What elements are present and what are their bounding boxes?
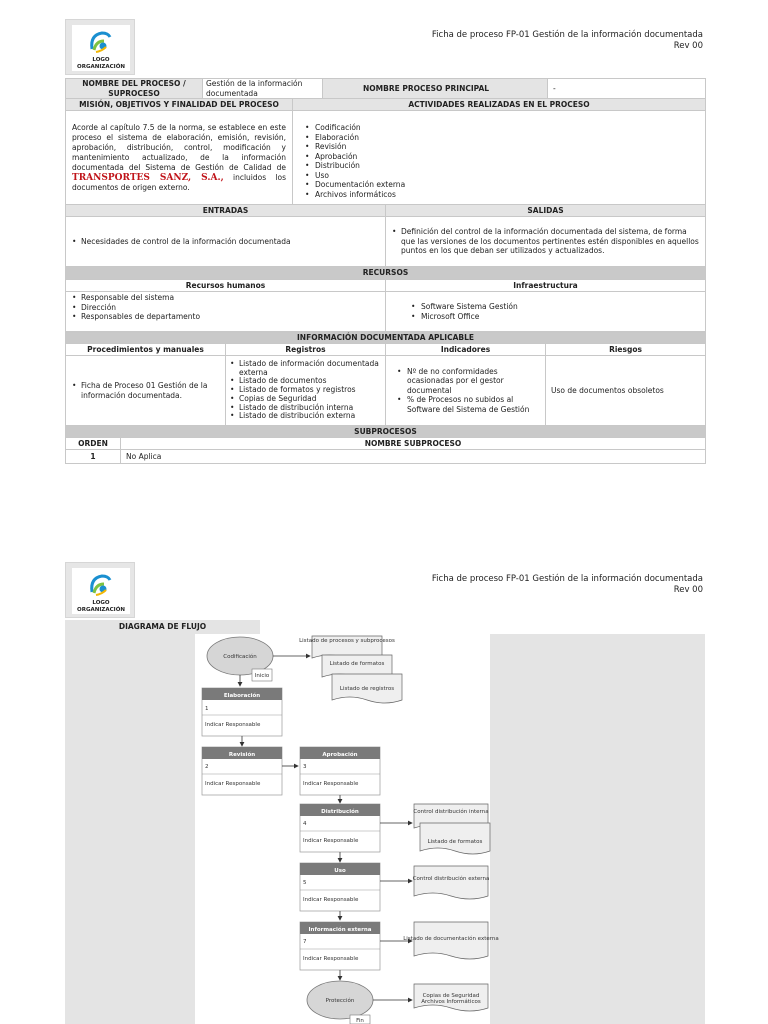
records-header: Registros xyxy=(226,344,386,356)
process-name-table xyxy=(65,78,706,99)
documented-info-table xyxy=(65,332,706,426)
input-item: • Necesidades de control de la información documentada xyxy=(71,237,380,247)
aprobacion-title: Aprobación xyxy=(322,752,358,758)
record-item: • Listado de distribución externa xyxy=(229,412,380,421)
main-process-value: - xyxy=(548,79,706,99)
subprocess-name-cell: No Aplica xyxy=(121,450,706,464)
informacion-externa-responsible: Indicar Responsable xyxy=(303,956,359,962)
activity-item: • Distribución xyxy=(299,161,699,171)
activity-item: • Revisión xyxy=(299,142,699,152)
doc-listado-registros: Listado de registros xyxy=(339,686,395,692)
mission-text-end: incluidos los documentos de origen externo. xyxy=(72,172,286,192)
risks-header: Riesgos xyxy=(546,344,706,356)
output-item: • Definición del control de la información documentada del sistema, de forma que las versiones de los documentos pertinentes estén disponibles en aquellos puntos en los que deban ser utilizados y actualizados. xyxy=(391,227,700,256)
document-shape xyxy=(414,866,488,899)
main-process-label: NOMBRE PROCESO PRINCIPAL xyxy=(323,79,548,99)
infrastructure-list xyxy=(391,302,700,321)
revision-responsible: Indicar Responsable xyxy=(205,781,261,787)
activity-item: • Elaboración xyxy=(299,133,699,143)
codificacion-label: Codificación xyxy=(223,654,257,660)
process-name-label: NOMBRE DEL PROCESO / SUPROCESO xyxy=(66,79,203,99)
proteccion-label: Protección xyxy=(325,998,355,1004)
logo xyxy=(65,19,135,75)
mission-text-start: Acorde al capítulo 7.5 de la norma, se establece en este proceso el sistema de elaboración, emisión, revisión, aprobación, distribución, control, modificación y mantenimiento actualizado, de la información documentada del Sistema de Gestión de Calidad de xyxy=(72,122,286,172)
record-item: • Listado de distribución interna xyxy=(229,404,380,413)
company-name: TRANSPORTES SANZ, S.A., xyxy=(72,172,224,183)
elaboracion-title: Elaboración xyxy=(223,693,261,699)
resources-table xyxy=(65,266,706,332)
informacion-externa-title: Información externa xyxy=(308,927,372,933)
outputs-list xyxy=(391,227,700,256)
record-item: • Listado de documentos xyxy=(229,377,380,386)
logo-text-2: ORGANIZACIÓN xyxy=(77,64,125,70)
process-name-value: Gestión de la información documentada xyxy=(203,79,323,99)
record-item: • Copias de Seguridad xyxy=(229,395,380,404)
subprocess-name-header: NOMBRE SUBPROCESO xyxy=(121,438,706,450)
fin-label: Fin xyxy=(356,1018,364,1024)
logo-text-2: ORGANIZACIÓN xyxy=(77,607,125,613)
activities-list xyxy=(299,123,699,199)
distribucion-responsible: Indicar Responsable xyxy=(303,838,359,844)
logo-icon xyxy=(72,568,130,598)
indicator-item: • Nº de no conformidades ocasionadas por el gestor documental xyxy=(391,367,540,396)
order-cell: 1 xyxy=(66,450,121,464)
activity-item: • Aprobación xyxy=(299,152,699,162)
risks-value: Uso de documentos obsoletos xyxy=(546,356,706,426)
doc-listado-procesos: Listado de procesos y subprocesos xyxy=(299,638,395,644)
human-resources-list xyxy=(71,293,380,322)
infrastructure-item: • Software Sistema Gestión xyxy=(405,302,700,312)
infrastructure-item: • Microsoft Office xyxy=(405,312,700,322)
human-resource-item: • Dirección xyxy=(71,303,380,313)
logo-icon xyxy=(72,25,130,55)
record-item: • Listado de formatos y registros xyxy=(229,386,380,395)
document-title: Ficha de proceso FP-01 Gestión de la información documentada xyxy=(431,574,703,584)
procedures-list xyxy=(71,381,220,400)
indicators-list xyxy=(391,367,540,415)
uso-title: Uso xyxy=(334,868,346,874)
logo-text-1: LOGO xyxy=(92,57,110,63)
procedures-header: Procedimientos y manuales xyxy=(66,344,226,356)
indicator-item: • % de Procesos no subidos al Software del Sistema de Gestión xyxy=(391,395,540,414)
infrastructure-header: Infraestructura xyxy=(386,280,706,292)
inicio-label: Inicio xyxy=(254,673,270,679)
human-resource-item: • Responsable del sistema xyxy=(71,293,380,303)
document-title: Ficha de proceso FP-01 Gestión de la información documentada xyxy=(431,30,703,40)
uso-number: 5 xyxy=(303,880,307,886)
revision-number: 2 xyxy=(205,764,209,770)
activity-item: • Archivos informáticos xyxy=(299,190,699,200)
uso-responsible: Indicar Responsable xyxy=(303,897,359,903)
doc-listado-formatos: Listado de formatos xyxy=(329,661,385,667)
logo-text-1: LOGO xyxy=(92,600,110,606)
indicators-header: Indicadores xyxy=(386,344,546,356)
resources-header: RECURSOS xyxy=(66,267,706,280)
inputs-outputs-table xyxy=(65,204,706,267)
order-header: ORDEN xyxy=(66,438,121,450)
inputs-header: ENTRADAS xyxy=(66,205,386,217)
document-revision: Rev 00 xyxy=(673,41,703,51)
doc-control-distribucion-externa: Control distribución externa xyxy=(412,876,490,882)
flow-diagram-header: DIAGRAMA DE FLUJO xyxy=(65,620,260,634)
human-resources-header: Recursos humanos xyxy=(66,280,386,292)
table-row xyxy=(66,450,706,464)
doc-control-distribucion-interna: Control distribución interna xyxy=(413,809,489,815)
mission-text xyxy=(66,111,293,205)
doc-archivos-informaticos: Archivos Informáticos xyxy=(421,999,481,1005)
activities-header: ACTIVIDADES REALIZADAS EN EL PROCESO xyxy=(293,99,706,111)
records-list xyxy=(229,360,380,422)
elaboracion-number: 1 xyxy=(205,706,209,712)
human-resource-item: • Responsables de departamento xyxy=(71,312,380,322)
mission-header: MISIÓN, OBJETIVOS Y FINALIDAD DEL PROCESO xyxy=(66,99,293,111)
flow-diagram xyxy=(0,620,768,1024)
logo xyxy=(65,562,135,618)
activity-item: • Documentación externa xyxy=(299,180,699,190)
document-revision: Rev 00 xyxy=(673,585,703,595)
subprocesses-table xyxy=(65,425,706,464)
activity-item: • Codificación xyxy=(299,123,699,133)
aprobacion-responsible: Indicar Responsable xyxy=(303,781,359,787)
doc-copias-seguridad: Copias de Seguridad xyxy=(422,993,480,999)
activity-item: • Uso xyxy=(299,171,699,181)
distribucion-number: 4 xyxy=(303,821,307,827)
mission-activities-table xyxy=(65,98,706,205)
doc-listado-documentacion-externa: Listado de documentación externa xyxy=(403,936,499,942)
inputs-list xyxy=(71,237,380,247)
procedure-item: • Ficha de Proceso 01 Gestión de la información documentada. xyxy=(71,381,220,400)
informacion-externa-number: 7 xyxy=(303,939,307,945)
elaboracion-responsible: Indicar Responsable xyxy=(205,722,261,728)
documented-info-header: INFORMACIÓN DOCUMENTADA APLICABLE xyxy=(66,333,706,344)
record-item: • Listado de información documentada externa xyxy=(229,360,380,378)
aprobacion-number: 3 xyxy=(303,764,307,770)
outputs-header: SALIDAS xyxy=(386,205,706,217)
distribucion-title: Distribución xyxy=(321,809,359,815)
revision-title: Revisión xyxy=(228,752,256,758)
subprocesses-header: SUBPROCESOS xyxy=(66,426,706,438)
doc-listado-formatos-2: Listado de formatos xyxy=(427,839,483,845)
